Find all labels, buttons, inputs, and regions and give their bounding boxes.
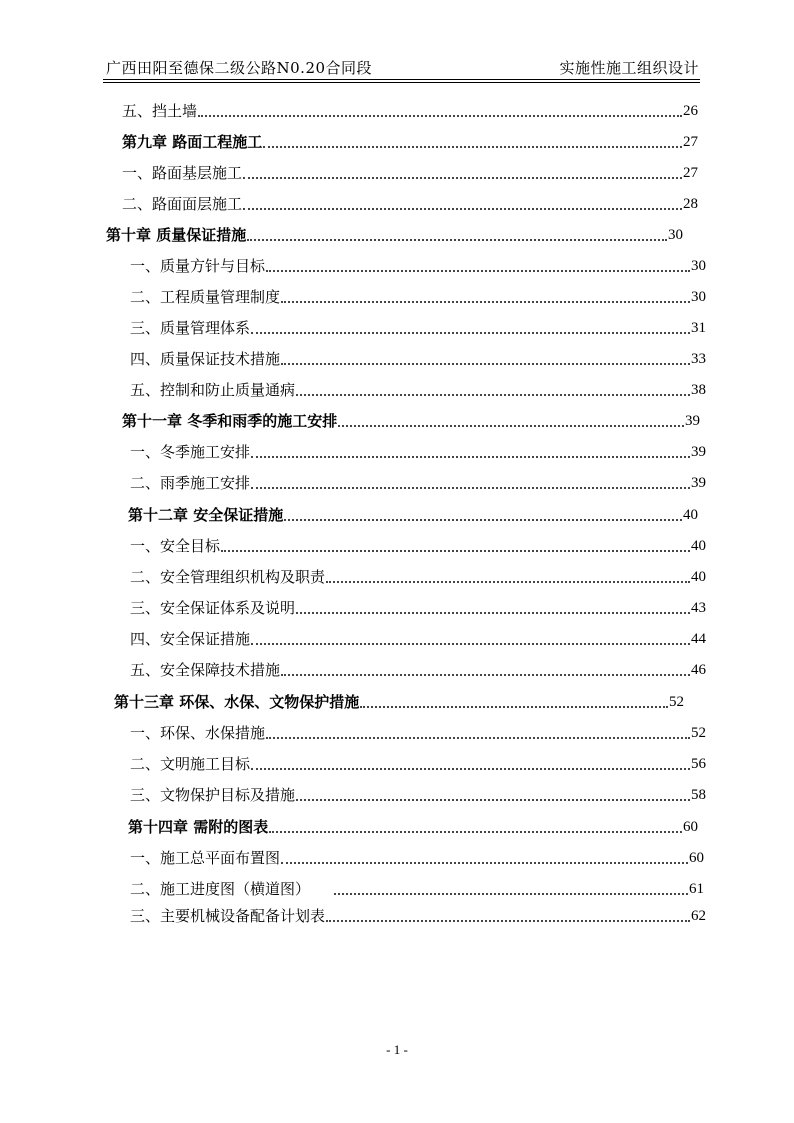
toc-entry[interactable] — [122, 192, 698, 214]
toc-entry[interactable] — [130, 904, 706, 926]
page-number: - 1 - — [386, 1042, 408, 1057]
toc-entry-page: 39 — [691, 475, 706, 491]
toc-entry[interactable] — [130, 347, 706, 369]
toc-leader-dots — [243, 177, 682, 179]
toc-entry[interactable] — [130, 471, 706, 493]
header-document-title: 实施性施工组织设计 — [559, 59, 699, 77]
toc-leader-dots — [243, 208, 682, 210]
toc-entry-page: 27 — [683, 134, 698, 150]
toc-chapter-entry[interactable] — [128, 815, 698, 837]
toc-entry-page: 58 — [691, 787, 706, 803]
toc-entry-label: 二、文明施工目标 — [130, 755, 251, 773]
toc-entry-page: 52 — [669, 694, 684, 710]
toc-leader-dots — [284, 519, 682, 521]
toc-leader-dots — [281, 674, 690, 676]
toc-entry-page: 60 — [683, 819, 698, 835]
toc-entry[interactable] — [130, 658, 706, 680]
toc-entry-label: 第十三章 环保、水保、文物保护措施 — [114, 693, 360, 711]
toc-entry[interactable] — [130, 596, 706, 618]
toc-leader-dots — [281, 862, 688, 864]
toc-entry-page: 31 — [691, 320, 706, 336]
header-project-title: 广西田阳至德保二级公路N0.20合同段 — [106, 59, 373, 77]
toc-leader-dots — [326, 920, 690, 922]
toc-leader-dots — [247, 239, 667, 241]
toc-leader-dots — [266, 737, 690, 739]
toc-chapter-entry[interactable] — [106, 223, 683, 245]
toc-leader-dots — [281, 363, 690, 365]
toc-entry[interactable] — [130, 752, 706, 774]
toc-entry-page: 30 — [691, 258, 706, 274]
toc-entry-page: 33 — [691, 351, 706, 367]
toc-entry-label: 三、主要机械设备配备计划表 — [130, 907, 326, 925]
toc-entry-label: 一、施工总平面布置图 — [130, 849, 281, 867]
toc-entry-label: 第十章 质量保证措施 — [106, 226, 247, 244]
toc-leader-dots — [269, 831, 682, 833]
toc-entry[interactable] — [130, 846, 704, 868]
toc-entry-page: 39 — [691, 444, 706, 460]
toc-entry-label: 二、工程质量管理制度 — [130, 288, 281, 306]
toc-entry-label: 一、路面基层施工 — [122, 164, 243, 182]
toc-leader-dots — [326, 581, 690, 583]
toc-entry-label: 三、安全保证体系及说明 — [130, 599, 296, 617]
toc-leader-dots — [221, 550, 690, 552]
toc-entry[interactable] — [130, 316, 706, 338]
toc-chapter-entry[interactable] — [122, 409, 700, 431]
toc-leader-dots — [251, 332, 690, 334]
toc-entry[interactable] — [130, 783, 706, 805]
toc-entry-page: 40 — [683, 507, 698, 523]
toc-entry-label: 五、安全保障技术措施 — [130, 661, 281, 679]
toc-entry-page: 40 — [691, 569, 706, 585]
toc-leader-dots — [360, 706, 668, 708]
toc-leader-dots — [296, 799, 690, 801]
toc-entry-label: 四、安全保证措施 — [130, 630, 251, 648]
toc-entry-label: 三、文物保护目标及措施 — [130, 786, 296, 804]
toc-entry-label: 第九章 路面工程施工 — [122, 133, 263, 151]
toc-entry[interactable] — [130, 565, 706, 587]
toc-entry[interactable] — [122, 99, 698, 121]
toc-entry-page: 26 — [683, 103, 698, 119]
toc-entry[interactable] — [130, 534, 706, 556]
toc-entry-page: 61 — [689, 881, 704, 897]
toc-leader-dots — [296, 612, 690, 614]
toc-entry[interactable] — [122, 161, 698, 183]
toc-entry-label: 四、质量保证技术措施 — [130, 350, 281, 368]
toc-chapter-entry[interactable] — [122, 130, 698, 152]
toc-entry-label: 五、控制和防止质量通病 — [130, 381, 296, 399]
toc-entry-page: 30 — [691, 289, 706, 305]
toc-entry-page: 43 — [691, 600, 706, 616]
toc-entry-page: 30 — [668, 227, 683, 243]
toc-entry-page: 62 — [691, 908, 706, 924]
toc-entry-page: 27 — [683, 165, 698, 181]
toc-entry-label: 第十一章 冬季和雨季的施工安排 — [122, 412, 338, 430]
toc-entry-label: 二、路面面层施工 — [122, 195, 243, 213]
toc-entry-page: 46 — [691, 662, 706, 678]
toc-entry-page: 39 — [685, 413, 700, 429]
toc-entry-label: 一、冬季施工安排 — [130, 443, 251, 461]
toc-chapter-entry[interactable] — [114, 690, 684, 712]
toc-entry-label: 二、安全管理组织机构及职责 — [130, 568, 326, 586]
toc-chapter-entry[interactable] — [128, 503, 698, 525]
toc-leader-dots — [251, 768, 690, 770]
toc-entry[interactable] — [130, 285, 706, 307]
toc-entry-page: 60 — [689, 850, 704, 866]
toc-entry-label: 二、施工进度图（横道图） — [130, 880, 311, 898]
toc-leader-dots — [266, 270, 690, 272]
toc-leader-dots — [251, 643, 690, 645]
toc-entry-label: 三、质量管理体系 — [130, 319, 251, 337]
toc-entry-label: 一、安全目标 — [130, 537, 221, 555]
toc-entry[interactable] — [130, 254, 706, 276]
toc-leader-dots — [296, 394, 690, 396]
toc-leader-dots — [281, 301, 690, 303]
toc-leader-dots — [338, 425, 684, 427]
toc-entry-label: 第十二章 安全保证措施 — [128, 506, 284, 524]
toc-entry-label: 一、质量方针与目标 — [130, 257, 266, 275]
toc-entry-page: 44 — [691, 631, 706, 647]
toc-leader-dots — [198, 115, 682, 117]
toc-entry-page: 38 — [691, 382, 706, 398]
toc-entry-label: 二、雨季施工安排 — [130, 474, 251, 492]
toc-entry[interactable] — [130, 378, 706, 400]
toc-entry-page: 52 — [691, 725, 706, 741]
toc-entry-label: 五、挡土墙 — [122, 102, 198, 120]
toc-entry[interactable] — [130, 627, 706, 649]
toc-leader-dots — [251, 487, 690, 489]
toc-leader-dots — [334, 893, 688, 895]
toc-entry-page: 40 — [691, 538, 706, 554]
toc-entry[interactable] — [130, 721, 706, 743]
toc-leader-dots — [251, 456, 690, 458]
toc-entry[interactable] — [130, 877, 704, 899]
toc-entry-page: 28 — [683, 196, 698, 212]
toc-entry-page: 56 — [691, 756, 706, 772]
toc-entry-label: 一、环保、水保措施 — [130, 724, 266, 742]
toc-entry[interactable] — [130, 440, 706, 462]
toc-leader-dots — [263, 146, 682, 148]
toc-entry-label: 第十四章 需附的图表 — [128, 818, 269, 836]
